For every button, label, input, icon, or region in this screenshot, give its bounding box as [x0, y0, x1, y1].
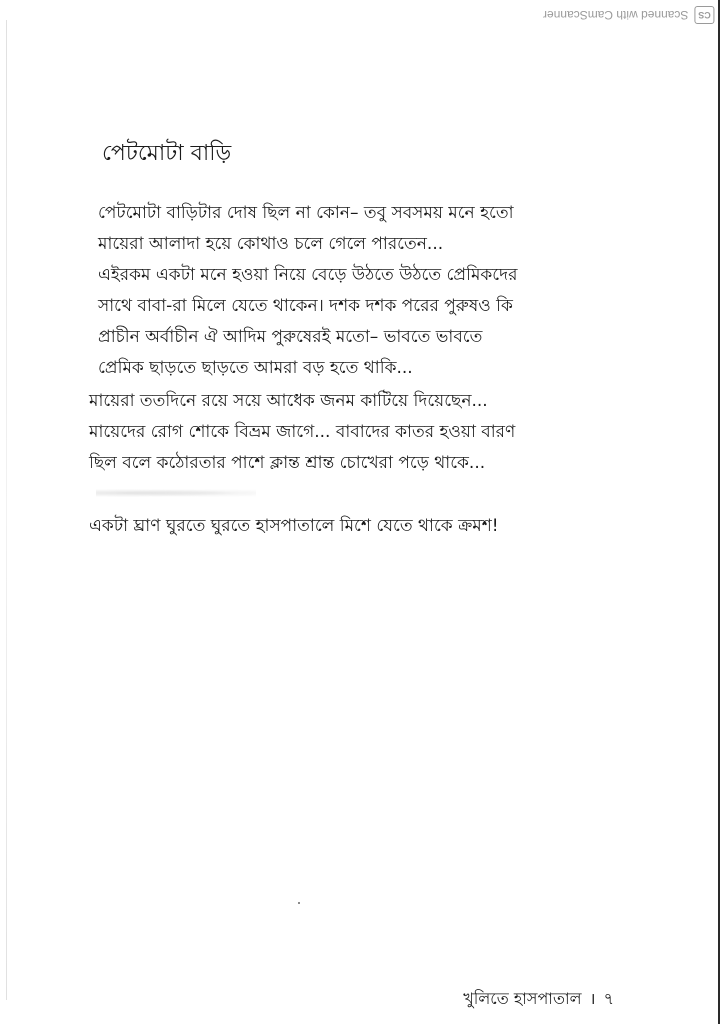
poem-title: পেটমোটা বাড়ি [102, 141, 232, 166]
poem-line: এইরকম একটা মনে হওয়া নিয়ে বেড়ে উঠতে উঠতে প্রেমিকদের [98, 265, 518, 285]
page-number: ৭ [603, 989, 614, 1008]
poem-stanza-1 [98, 198, 618, 384]
poem-stanza-2 [89, 386, 619, 479]
camscanner-text: Scanned with CamScanner [542, 8, 688, 22]
page-footer [463, 986, 614, 1013]
book-title: খুলিতে হাসপাতাল [463, 989, 582, 1008]
poem-line: মায়েদের রোগ শোকে বিভ্রম জাগে... বাবাদের কাতর হওয়া বারণ [89, 422, 516, 442]
poem-line: মায়েরা আলাদা হয়ে কোথাও চলে গেলে পারতেন... [98, 234, 444, 254]
poem-line: প্রেমিক ছাড়তে ছাড়তে আমরা বড় হতে থাকি... [98, 358, 413, 378]
poem-line: পেটমোটা বাড়িটার দোষ ছিল না কোন– তবু সবসময় মনে হতো [98, 203, 514, 223]
camscanner-logo-icon: CS [694, 6, 714, 24]
scan-edge-left [6, 20, 7, 1000]
camscanner-watermark [543, 4, 714, 26]
poem-line: মায়েরা ততদিনে রয়ে সয়ে আধেক জনম কাটিয়ে দিয়েছেন... [89, 391, 488, 411]
poem-line: ছিল বলে কঠোরতার পাশে ক্লান্ত শ্রান্ত চোখেরা পড়ে থাকে... [89, 453, 486, 473]
scan-dust-dot [298, 902, 300, 904]
poem-line: সাথে বাবা-রা মিলে যেতে থাকেন। দশক দশক পরের পুরুষও কি [98, 296, 513, 316]
poem-closing-line: একটা ঘ্রাণ ঘুরতে ঘুরতে হাসপাতালে মিশে যেতে থাকে ক্রমশ! [89, 516, 499, 536]
footer-separator: । [589, 989, 596, 1008]
poem-line: প্রাচীন অর্বাচীন ঐ আদিম পুরুষেরই মতো– ভাবতে ভাবতে [98, 327, 483, 347]
scan-smudge [96, 488, 256, 498]
scan-edge-right [718, 0, 720, 1024]
